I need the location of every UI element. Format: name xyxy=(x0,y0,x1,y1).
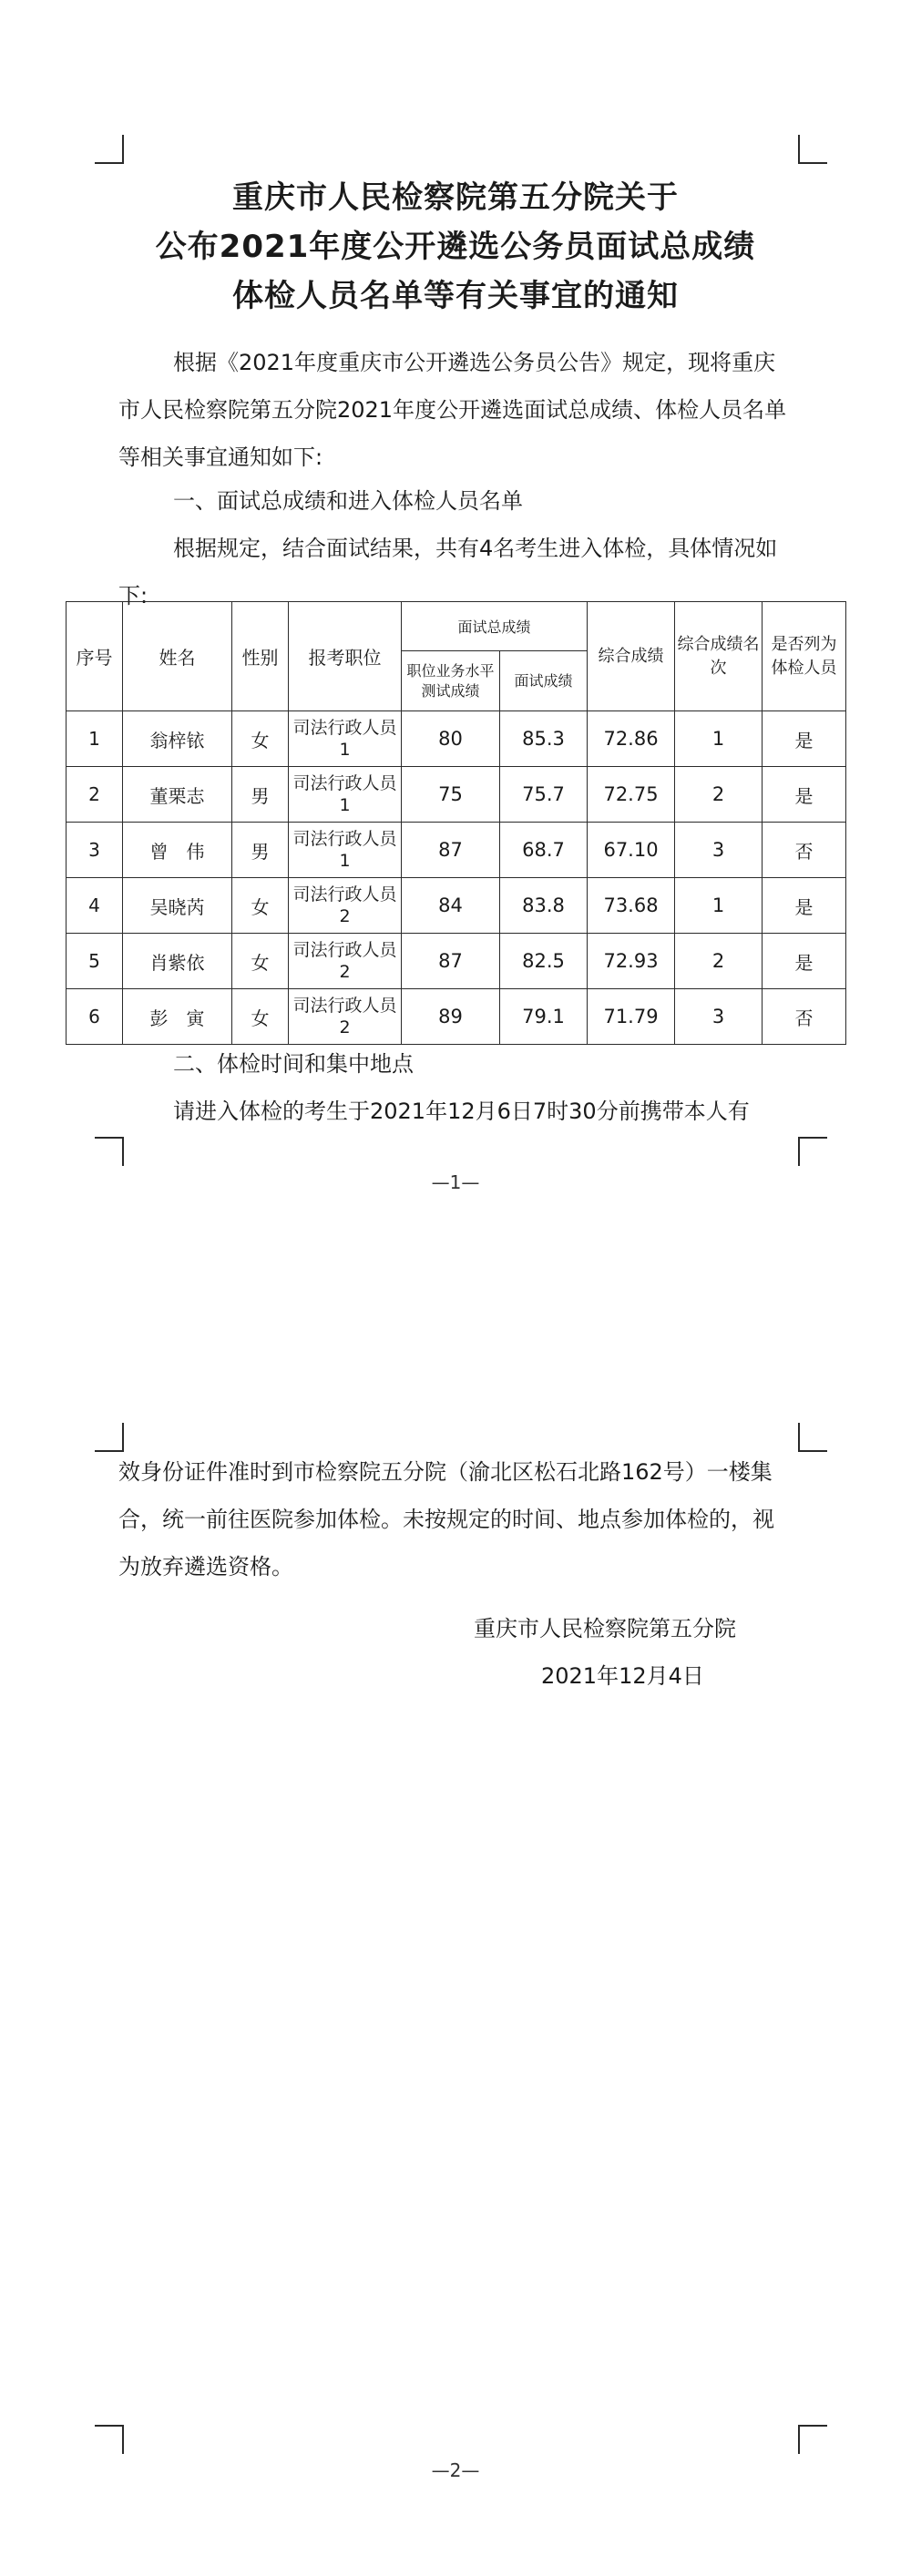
section1-paragraph: 根据规定，结合面试结果，共有4名考生进入体检，具体情况如下: xyxy=(118,536,778,608)
cell-interview: 68.7 xyxy=(500,823,588,878)
score-table xyxy=(66,601,846,1045)
cell-name: 董栗志 xyxy=(123,767,232,823)
cell-composite: 72.86 xyxy=(588,711,675,767)
cell-seq: 3 xyxy=(67,823,123,878)
page-number-2: —2— xyxy=(431,2459,480,2481)
cell-physical: 是 xyxy=(763,934,846,989)
cell-skill: 80 xyxy=(402,711,500,767)
cell-gender: 女 xyxy=(232,989,289,1045)
header-seq: 序号 xyxy=(67,602,123,711)
cell-gender: 女 xyxy=(232,934,289,989)
cell-seq: 4 xyxy=(67,878,123,934)
table-row xyxy=(67,989,846,1045)
cell-gender: 男 xyxy=(232,767,289,823)
cell-name: 肖紫依 xyxy=(123,934,232,989)
cell-position: 司法行政人员1 xyxy=(289,767,402,823)
cell-gender: 男 xyxy=(232,823,289,878)
cell-composite: 71.79 xyxy=(588,989,675,1045)
header-skill-test: 职位业务水平测试成绩 xyxy=(402,651,500,711)
cell-physical: 是 xyxy=(763,878,846,934)
cell-gender: 女 xyxy=(232,878,289,934)
document-page-2 xyxy=(0,1288,911,2576)
cell-name: 翁梓铱 xyxy=(123,711,232,767)
crop-mark-bottom-left xyxy=(95,1137,124,1166)
cell-position: 司法行政人员2 xyxy=(289,878,402,934)
cell-name: 吴晓芮 xyxy=(123,878,232,934)
cell-rank: 3 xyxy=(675,989,763,1045)
header-gender: 性别 xyxy=(232,602,289,711)
section1-heading: 一、面试总成绩和进入体检人员名单 xyxy=(173,488,523,514)
crop-mark-top-left xyxy=(95,135,124,164)
header-interview-total: 面试总成绩 xyxy=(402,602,588,651)
cell-physical: 是 xyxy=(763,767,846,823)
title-line-2: 公布2021年度公开遴选公务员面试总成绩 xyxy=(155,229,756,265)
cell-seq: 1 xyxy=(67,711,123,767)
crop-mark-bottom-right xyxy=(798,1137,827,1166)
cell-physical: 是 xyxy=(763,711,846,767)
signature-date: 2021年12月4日 xyxy=(541,1663,704,1689)
table-row xyxy=(67,934,846,989)
cell-seq: 6 xyxy=(67,989,123,1045)
crop-mark-bottom-left xyxy=(95,2425,124,2454)
cell-seq: 2 xyxy=(67,767,123,823)
cell-position: 司法行政人员2 xyxy=(289,989,402,1045)
cell-position: 司法行政人员1 xyxy=(289,711,402,767)
crop-mark-top-right xyxy=(798,1423,827,1452)
cell-physical: 否 xyxy=(763,989,846,1045)
cell-skill: 89 xyxy=(402,989,500,1045)
cell-name: 曾 伟 xyxy=(123,823,232,878)
cell-interview: 83.8 xyxy=(500,878,588,934)
cell-gender: 女 xyxy=(232,711,289,767)
header-physical: 是否列为体检人员 xyxy=(763,602,846,711)
cell-interview: 75.7 xyxy=(500,767,588,823)
cell-rank: 1 xyxy=(675,711,763,767)
header-interview: 面试成绩 xyxy=(500,651,588,711)
intro-paragraph: 根据《2021年度重庆市公开遴选公务员公告》规定，现将重庆市人民检察院第五分院2021年度公开遴选面试总成绩、体检人员名单等相关事宜通知如下: xyxy=(118,350,787,470)
cell-position: 司法行政人员2 xyxy=(289,934,402,989)
header-position: 报考职位 xyxy=(289,602,402,711)
cell-rank: 1 xyxy=(675,878,763,934)
section2-heading: 二、体检时间和集中地点 xyxy=(173,1051,414,1077)
cell-composite: 72.75 xyxy=(588,767,675,823)
cell-composite: 67.10 xyxy=(588,823,675,878)
cell-skill: 87 xyxy=(402,934,500,989)
cell-interview: 85.3 xyxy=(500,711,588,767)
title-line-3: 体检人员名单等有关事宜的通知 xyxy=(232,278,679,314)
cell-seq: 5 xyxy=(67,934,123,989)
table-row xyxy=(67,767,846,823)
header-composite: 综合成绩 xyxy=(588,602,675,711)
cell-physical: 否 xyxy=(763,823,846,878)
cell-skill: 84 xyxy=(402,878,500,934)
cell-position: 司法行政人员1 xyxy=(289,823,402,878)
crop-mark-bottom-right xyxy=(798,2425,827,2454)
cell-composite: 73.68 xyxy=(588,878,675,934)
crop-mark-top-right xyxy=(798,135,827,164)
table-row xyxy=(67,823,846,878)
page-number-1: —1— xyxy=(431,1171,480,1193)
cell-name: 彭 寅 xyxy=(123,989,232,1045)
signature-organization: 重庆市人民检察院第五分院 xyxy=(474,1616,736,1641)
cell-composite: 72.93 xyxy=(588,934,675,989)
header-rank: 综合成绩名次 xyxy=(675,602,763,711)
section2-paragraph-part1: 请进入体检的考生于2021年12月6日7时30分前携带本人有 xyxy=(173,1099,750,1124)
header-name: 姓名 xyxy=(123,602,232,711)
document-title xyxy=(0,173,911,321)
cell-rank: 2 xyxy=(675,934,763,989)
cell-skill: 75 xyxy=(402,767,500,823)
table-row xyxy=(67,711,846,767)
cell-interview: 82.5 xyxy=(500,934,588,989)
section2-paragraph-part2: 效身份证件准时到市检察院五分院（渝北区松石北路162号）一楼集合，统一前往医院参加体检。未按规定的时间、地点参加体检的，视为放弃遴选资格。 xyxy=(118,1459,774,1579)
cell-skill: 87 xyxy=(402,823,500,878)
cell-interview: 79.1 xyxy=(500,989,588,1045)
title-line-1: 重庆市人民检察院第五分院关于 xyxy=(232,179,679,216)
cell-rank: 3 xyxy=(675,823,763,878)
table-row xyxy=(67,878,846,934)
cell-rank: 2 xyxy=(675,767,763,823)
